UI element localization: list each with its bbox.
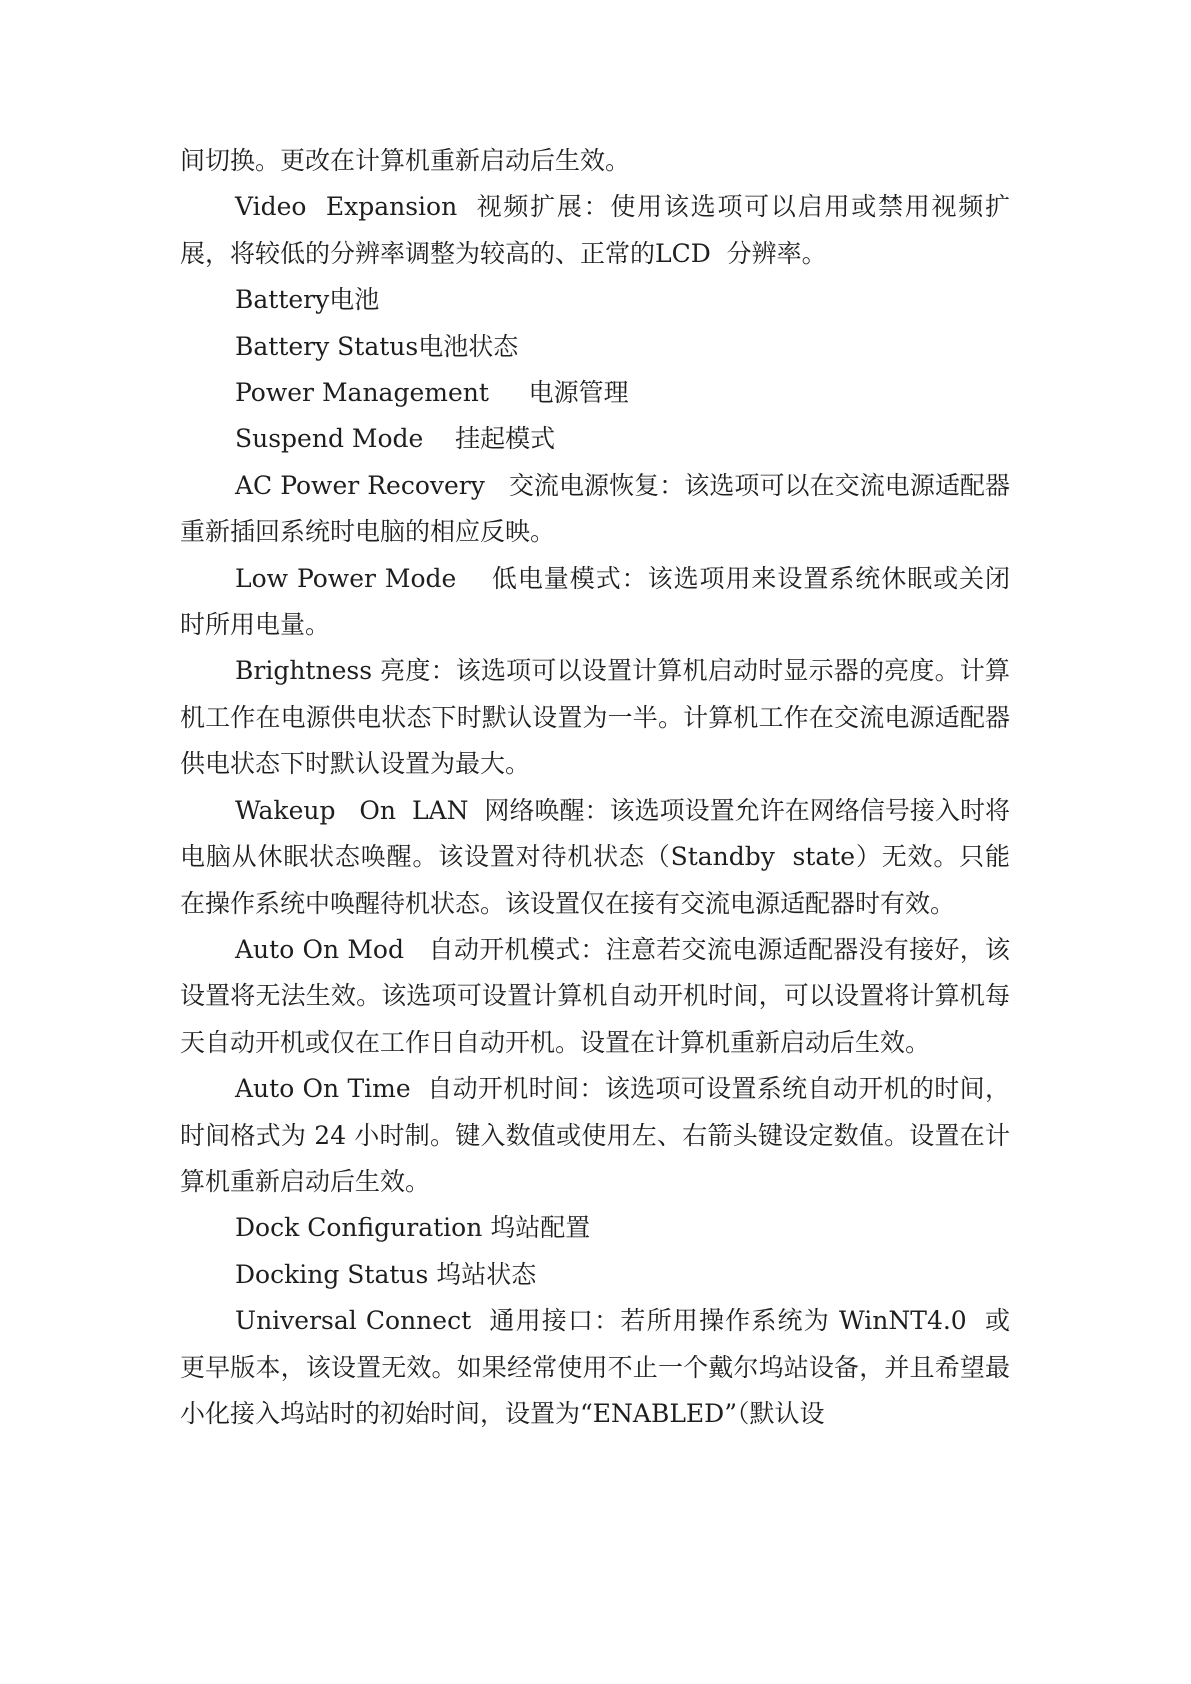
paragraph-dock-configuration: Dock Configuration 坞站配置: [235, 1213, 591, 1243]
body-text: [180, 138, 1010, 1437]
paragraph-auto-on-mod: Auto On Mod 自动开机模式：注意若交流电源适配器没有接好，该设置将无法生效。该选项可设置计算机自动开机时间，可以设置将计算机每天自动开机或仅在工作日自动开机。设置在计算机重新启动后生效。: [180, 934, 1010, 1057]
paragraph-battery-status: Battery Status电池状态: [235, 331, 519, 361]
paragraph-docking-status: Docking Status 坞站状态: [235, 1259, 537, 1289]
paragraph-suspend-mode: Suspend Mode 挂起模式: [235, 424, 556, 454]
paragraph-power-management: Power Management 电源管理: [235, 378, 629, 408]
paragraph-battery: Battery电池: [235, 285, 380, 315]
paragraph-low-power-mode: Low Power Mode 低电量模式：该选项用来设置系统休眠或关闭时所用电量。: [180, 563, 1010, 640]
paragraph-universal-connect: Universal Connect 通用接口：若所用操作系统为 WinNT4.0 或更早版本，该设置无效。如果经常使用不止一个戴尔坞站设备，并且希望最小化接入坞站时的初始时间，设置为“ENABLED”（默认设: [180, 1306, 1010, 1428]
paragraph-auto-on-time: Auto On Time 自动开机时间：该选项可设置系统自动开机的时间，时间格式为 24 小时制。键入数值或使用左、右箭头键设定数值。设置在计算机重新启动后生效。: [180, 1074, 1010, 1196]
paragraph-wakeup-on-lan: Wakeup On LAN 网络唤醒：该选项设置允许在网络信号接入时将电脑从休眠状态唤醒。该设置对待机状态（Standby state）无效。只能在操作系统中唤醒待机状态。该设置仅在接有交流电源适配器时有效。: [180, 795, 1010, 918]
paragraph-continuation: 间切换。更改在计算机重新启动后生效。: [180, 146, 631, 175]
paragraph-video-expansion: Video Expansion 视频扩展：使用该选项可以启用或禁用视频扩展，将较低的分辨率调整为较高的、正常的LCD 分辨率。: [180, 192, 1010, 268]
paragraph-ac-power-recovery: AC Power Recovery 交流电源恢复：该选项可以在交流电源适配器重新插回系统时电脑的相应反映。: [180, 470, 1010, 547]
paragraph-brightness: Brightness 亮度：该选项可以设置计算机启动时显示器的亮度。计算机工作在电源供电状态下时默认设置为一半。计算机工作在交流电源适配器供电状态下时默认设置为最大。: [180, 656, 1010, 779]
